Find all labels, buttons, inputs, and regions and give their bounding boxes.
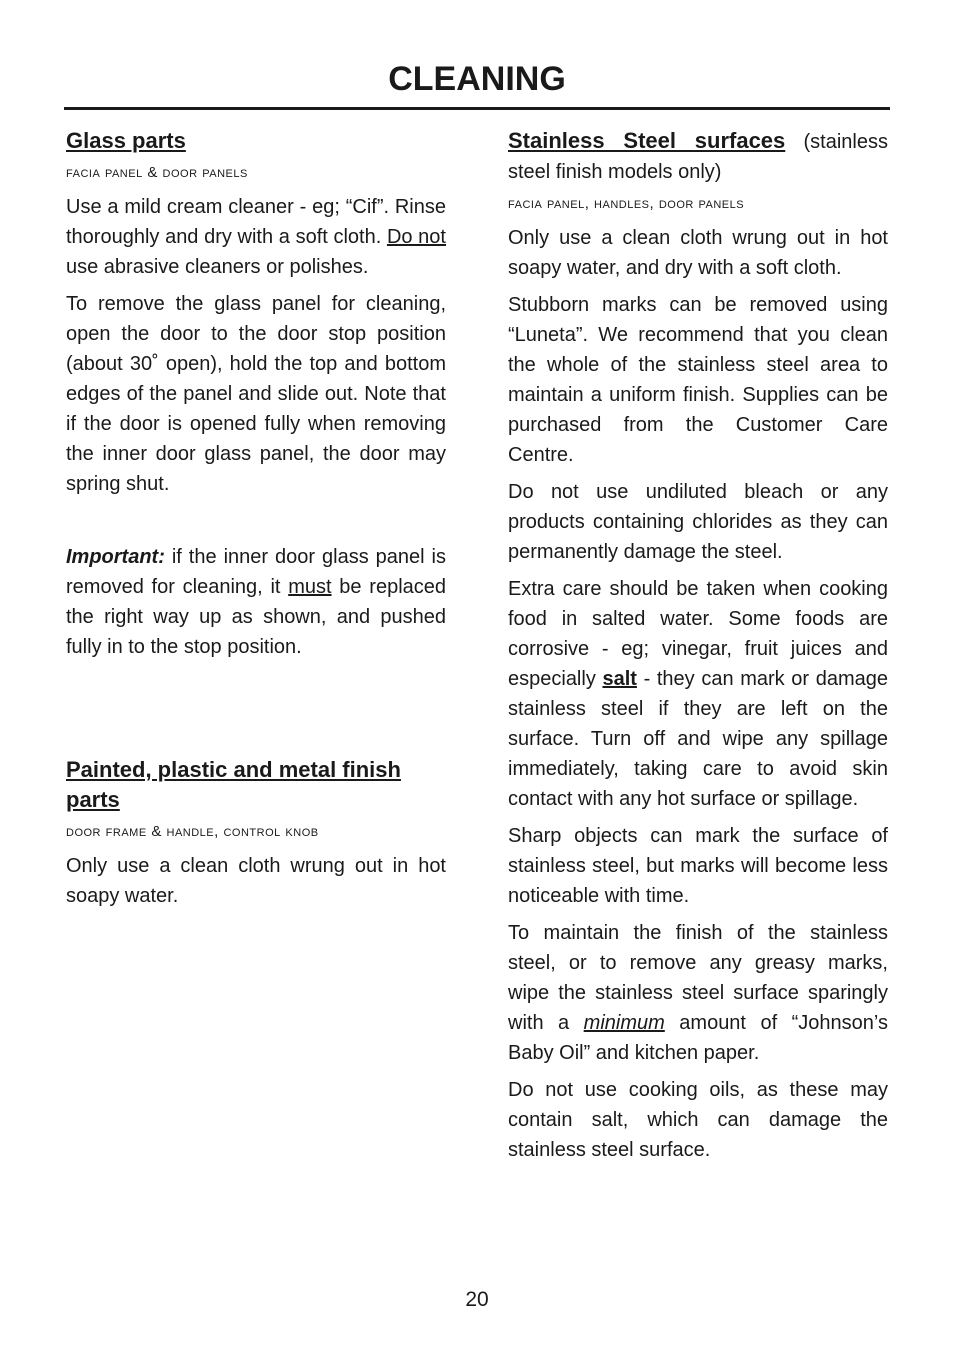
stainless-paragraph-2: Stubborn marks can be removed using “Luneta”. We recommend that you clean the whole of the stainless steel area to maintain a uniform finish. Supplies can be purchased from the Customer Care Centre. xyxy=(508,294,888,466)
important-note xyxy=(66,542,446,662)
glass-parts-heading: Glass parts xyxy=(66,128,186,153)
stainless-paragraph-3: Do not use undiluted bleach or any products containing chlorides as they can permanently damage the steel. xyxy=(508,481,888,563)
stainless-steel-heading: Stainless Steel surfaces xyxy=(508,128,786,153)
stainless-subheading: facia panel, handles, door panels xyxy=(508,195,745,212)
stainless-paragraph-5: Sharp objects can mark the surface of stainless steel, but marks will become less noticeable with time. xyxy=(508,825,888,907)
must-emphasis: must xyxy=(288,576,332,598)
minimum-emphasis: minimum xyxy=(583,1012,665,1034)
glass-parts-subheading: facia panel & door panels xyxy=(66,164,248,181)
page-title: CLEANING xyxy=(388,60,566,98)
important-text-b: be replaced the right way up as shown, and pushed fully in to the stop position. xyxy=(66,576,447,658)
right-column xyxy=(508,126,888,1172)
stainless-p6-text-b: amount of “Johnson’s Baby Oil” and kitchen paper. xyxy=(508,1012,888,1064)
stainless-p4-text-a: Extra care should be taken when cooking food in salted water. Some foods are corrosive - eg; vinegar, fruit juices and especially xyxy=(508,578,888,690)
stainless-p4-text-b: - they can mark or damage stainless steel if they are left on the surface. Turn off and wipe any spillage immediately, taking care to avoid skin contact with any hot surface or spillage. xyxy=(508,668,888,810)
painted-parts-heading: Painted, plastic and metal finish parts xyxy=(66,757,401,812)
glass-parts-paragraph-1 xyxy=(66,192,446,282)
important-text-a: if the inner door glass panel is removed for cleaning, it xyxy=(66,546,446,598)
stainless-paragraph-7: Do not use cooking oils, as these may contain salt, which can damage the stainless steel surface. xyxy=(508,1079,888,1161)
do-not-emphasis: Do not xyxy=(386,226,446,248)
painted-parts-paragraph: Only use a clean cloth wrung out in hot soapy water. xyxy=(66,855,446,907)
glass-p1-text-b: use abrasive cleaners or polishes. xyxy=(66,256,369,278)
stainless-p6-text-a: To maintain the finish of the stainless steel, or to remove any greasy marks, wipe the stainless steel surface sparingly with a xyxy=(508,922,888,1034)
page-number: 20 xyxy=(465,1288,489,1311)
important-label: Important: xyxy=(66,546,165,568)
painted-parts-subheading: door frame & handle, control knob xyxy=(66,823,319,840)
stainless-heading-line xyxy=(508,126,888,187)
stainless-heading-note: (stainless steel finish models only) xyxy=(508,131,888,183)
title-divider xyxy=(64,107,890,110)
glass-p1-text-a: Use a mild cream cleaner - eg; “Cif”. Rinse thoroughly and dry with a soft cloth. xyxy=(66,196,446,248)
salt-emphasis: salt xyxy=(602,668,637,690)
left-column xyxy=(66,126,446,918)
stainless-paragraph-6 xyxy=(508,918,888,1068)
stainless-paragraph-1: Only use a clean cloth wrung out in hot soapy water, and dry with a soft cloth. xyxy=(508,227,888,279)
stainless-paragraph-4 xyxy=(508,574,888,814)
glass-parts-paragraph-2: To remove the glass panel for cleaning, open the door to the door stop position (about 30˚ open), hold the top and bottom edges of the panel and slide out. Note that if the door is opened fully when removing the inner door glass panel, the door may spring shut. xyxy=(66,293,446,495)
